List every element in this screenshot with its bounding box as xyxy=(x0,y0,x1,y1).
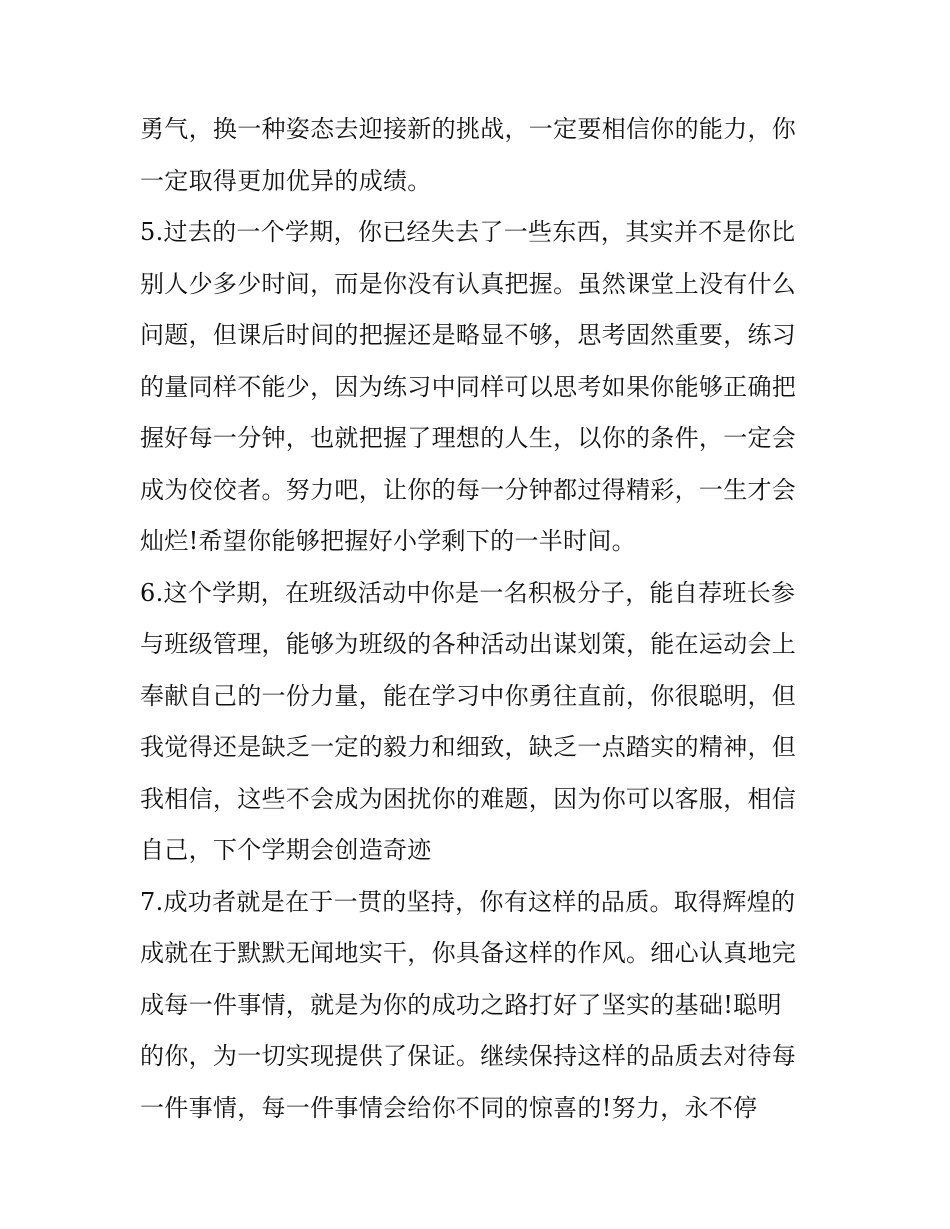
text-line: 我相信，这些不会成为困扰你的难题，因为你可以客服，相信 xyxy=(140,784,797,813)
text-line: 7.成功者就是在于一贯的坚持，你有这样的品质。取得辉煌的 xyxy=(140,887,796,916)
text-line: 一定取得更加优异的成绩。 xyxy=(140,166,432,195)
text-line: 成每一件事情，就是为你的成功之路打好了坚实的基础!聪明 xyxy=(140,990,782,1019)
text-line: 6.这个学期，在班级活动中你是一名积极分子，能自荐班长参 xyxy=(140,578,796,607)
text-line: 勇气，换一种姿态去迎接新的挑战，一定要相信你的能力，你 xyxy=(140,115,797,143)
text-line: 与班级管理，能够为班级的各种活动出谋划策，能在运动会上 xyxy=(140,630,797,658)
document-body xyxy=(140,108,820,1138)
text-line: 成为佼佼者。努力吧，让你的每一分钟都过得精彩，一生才会 xyxy=(140,475,797,504)
text-line: 自己，下个学期会创造奇迹 xyxy=(140,836,432,864)
text-line: 我觉得还是缺乏一定的毅力和细致，缺乏一点踏实的精神，但 xyxy=(140,733,797,761)
text-line: 成就在于默默无闻地实干，你具备这样的作风。细心认真地完 xyxy=(140,939,797,967)
text-line: 5.过去的一个学期，你已经失去了一些东西，其实并不是你比 xyxy=(140,218,796,246)
text-line: 握好每一分钟，也就把握了理想的人生，以你的条件，一定会 xyxy=(140,424,797,452)
text-line: 的量同样不能少，因为练习中同样可以思考如果你能够正确把 xyxy=(140,372,797,401)
text-line: 别人少多少时间，而是你没有认真把握。虽然课堂上没有什么 xyxy=(140,269,797,298)
text-line: 灿烂!希望你能够把握好小学剩下的一半时间。 xyxy=(140,527,636,555)
text-line: 一件事情，每一件事情会给你不同的惊喜的!努力，永不停 xyxy=(140,1093,758,1122)
text-line: 的你，为一切实现提供了保证。继续保持这样的品质去对待每 xyxy=(140,1042,797,1070)
text-line: 奉献自己的一份力量，能在学习中你勇往直前，你很聪明，但 xyxy=(140,681,797,710)
text-line: 问题，但课后时间的把握还是略显不够，思考固然重要，练习 xyxy=(140,321,797,349)
